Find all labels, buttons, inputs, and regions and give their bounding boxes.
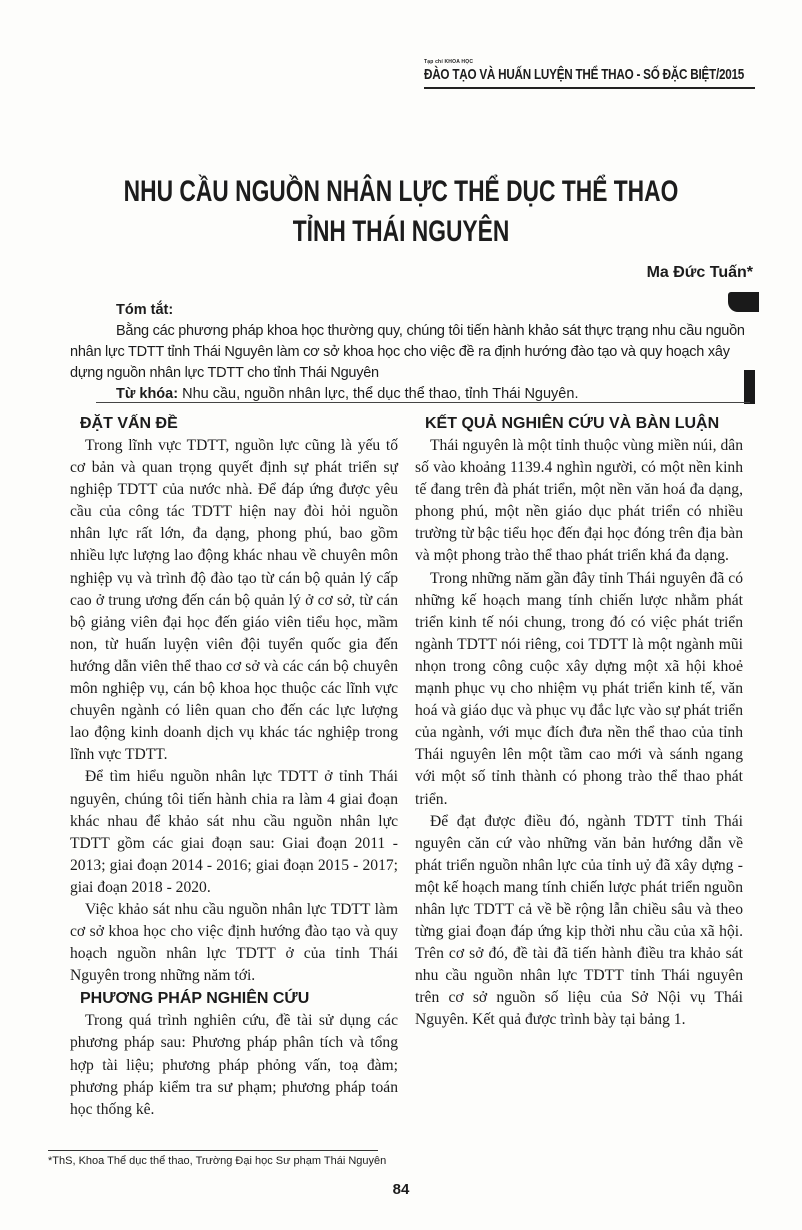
section-heading-introduction: ĐẶT VẤN ĐỀ (80, 415, 178, 432)
paragraph: Trong quá trình nghiên cứu, đề tài sử dụng các phương pháp sau: Phương pháp phân tích và tổng hợp tài liệu; phương pháp phỏng vấn, toạ đàm; phương pháp kiểm tra sư phạm; phương pháp toán học thống kê. (70, 1012, 398, 1118)
abstract-label: Tóm tắt: (116, 302, 174, 318)
author-name: Ma Đức Tuấn* (646, 264, 753, 281)
paragraph: Để tìm hiểu nguồn nhân lực TDTT ở tỉnh Thái nguyên, chúng tôi tiến hành chia ra làm 4 giai đoạn khác nhau để khảo sát nhu cầu nguồn nhân lực TDTT gồm các giai đoạn sau: Giai đoạn 2011 - 2013; giai đoạn 2014 - 2016; giai đoạn 2015 - 2017; giai đoạn 2018 - 2020. (70, 768, 398, 896)
footnote: *ThS, Khoa Thể dục thể thao, Trường Đại học Sư phạm Thái Nguyên (48, 1155, 387, 1167)
scan-dark-mark-2 (744, 370, 755, 404)
keywords-text: Nhu cầu, nguồn nhân lực, thể dục thể thao, tỉnh Thái Nguyên. (178, 386, 579, 402)
paragraph: Để đạt được điều đó, ngành TDTT tỉnh Thái nguyên căn cứ vào những văn bản hướng dẫn về phát triển nguồn nhân lực của tỉnh uỷ đã xây dựng - một kế hoạch mang tính chiến lược phát triển nguồn nhân lực TDTT cả về bề rộng lẫn chiều sâu và theo từng giai đoạn đáp ứng kịp thời nhu cầu của xã hội. Trên cơ sở đó, đề tài đã tiến hành điều tra khảo sát nhu cầu nguồn nhân lực TDTT tỉnh Thái nguyên trên cơ sở nguồn số liệu của Sở Nội vụ Thái Nguyên. Kết quả được trình bày tại bảng 1. (415, 812, 743, 1029)
footnote-rule (48, 1150, 378, 1151)
article-title-line-1: NHU CẦU NGUỒN NHÂN LỰC THỂ DỤC THỂ THAO (123, 175, 679, 208)
paragraph: Thái nguyên là một tỉnh thuộc vùng miền núi, dân số vào khoảng 1139.4 nghìn người, có một nền kinh tế đang trên đà phát triển, một nền văn hoá đa dạng, phong phú, một nền giáo dục phát triển có nhiều trường từ bậc tiểu học đến đại học đóng trên địa bàn và một phong trào thể thao phát triển khá đa dạng. (415, 437, 743, 565)
abstract-rule (96, 402, 750, 403)
paragraph: Việc khảo sát nhu cầu nguồn nhân lực TDTT làm cơ sở khoa học cho việc định hướng đào tạo và quy hoạch nguồn nhân lực TDTT ở của tỉnh Thái Nguyên trong những năm tới. (70, 900, 398, 985)
article-title-line-2: TỈNH THÁI NGUYÊN (292, 215, 510, 248)
header-rule (424, 87, 755, 89)
journal-small-label: Tạp chí KHOA HỌC (424, 59, 474, 65)
right-column (415, 412, 743, 1032)
abstract-body: Bằng các phương pháp khoa học thường quy, chúng tôi tiến hành khảo sát thực trạng nhu cầu nguồn nhân lực TDTT tỉnh Thái Nguyên làm cơ sở khoa học cho việc đề ra định hướng đào tạo và quy hoạch xây dựng nguồn nhân lực TDTT cho tỉnh Thái Nguyên (70, 323, 745, 381)
paragraph: Trong lĩnh vực TDTT, nguồn lực cũng là yếu tố cơ bản và quan trọng quyết định sự phát triển sự nghiệp TDTT của nước nhà. Để đáp ứng được yêu cầu của công tác TDTT hiện nay đòi hỏi nguồn nhân lực rất lớn, đa dạng, phong phú, bao gồm nhiều lực lượng lao động khác nhau về chuyên môn nghiệp vụ và trình độ đào tạo từ cán bộ quản lý cấp cao ở trung ương đến cán bộ quản lý ở cơ sở, từ cán bộ giảng viên đại học đến giáo viên tiểu học, mầm non, từ huấn luyện viên đội tuyển quốc gia đến hướng dẫn viên thể thao cơ sở và các cán bộ chuyên môn nghiệp vụ, cán bộ khoa học thuộc các lĩnh vực chuyên ngành có liên quan cho đến các lực lượng lao động kinh doanh dịch vụ khác tác nghiệp trong lĩnh vực TDTT. (70, 437, 398, 764)
left-column (70, 412, 398, 1121)
section-heading-results: KẾT QUẢ NGHIÊN CỨU VÀ BÀN LUẬN (425, 415, 720, 432)
paragraph: Trong những năm gần đây tỉnh Thái nguyên đã có những kế hoạch mang tính chiến lược nhằm phát triển kinh tế nói chung, trong đó có việc phát triển ngành TDTT nói riêng, coi TDTT là một ngành mũi nhọn trong công cuộc xây dựng một xã hội khoẻ mạnh phục vụ cho nhiệm vụ phát triển kinh tế, văn hoá và giáo dục và phục vụ đắc lực vào sự phát triển của ngành, với mục đích đưa nền thể thao của tỉnh Thái nguyên lên một tầm cao mới và sánh ngang với một số tỉnh thành có phong trào thể thao phát triển. (415, 569, 743, 808)
abstract-block (70, 300, 750, 405)
page-number: 84 (392, 1181, 410, 1198)
section-heading-methods: PHƯƠNG PHÁP NGHIÊN CỨU (80, 990, 310, 1008)
journal-header: ĐÀO TẠO VÀ HUẤN LUYỆN THỂ THAO - SỐ ĐẶC BIỆT/2015 (424, 66, 745, 83)
keywords-label: Từ khóa: (116, 386, 179, 402)
